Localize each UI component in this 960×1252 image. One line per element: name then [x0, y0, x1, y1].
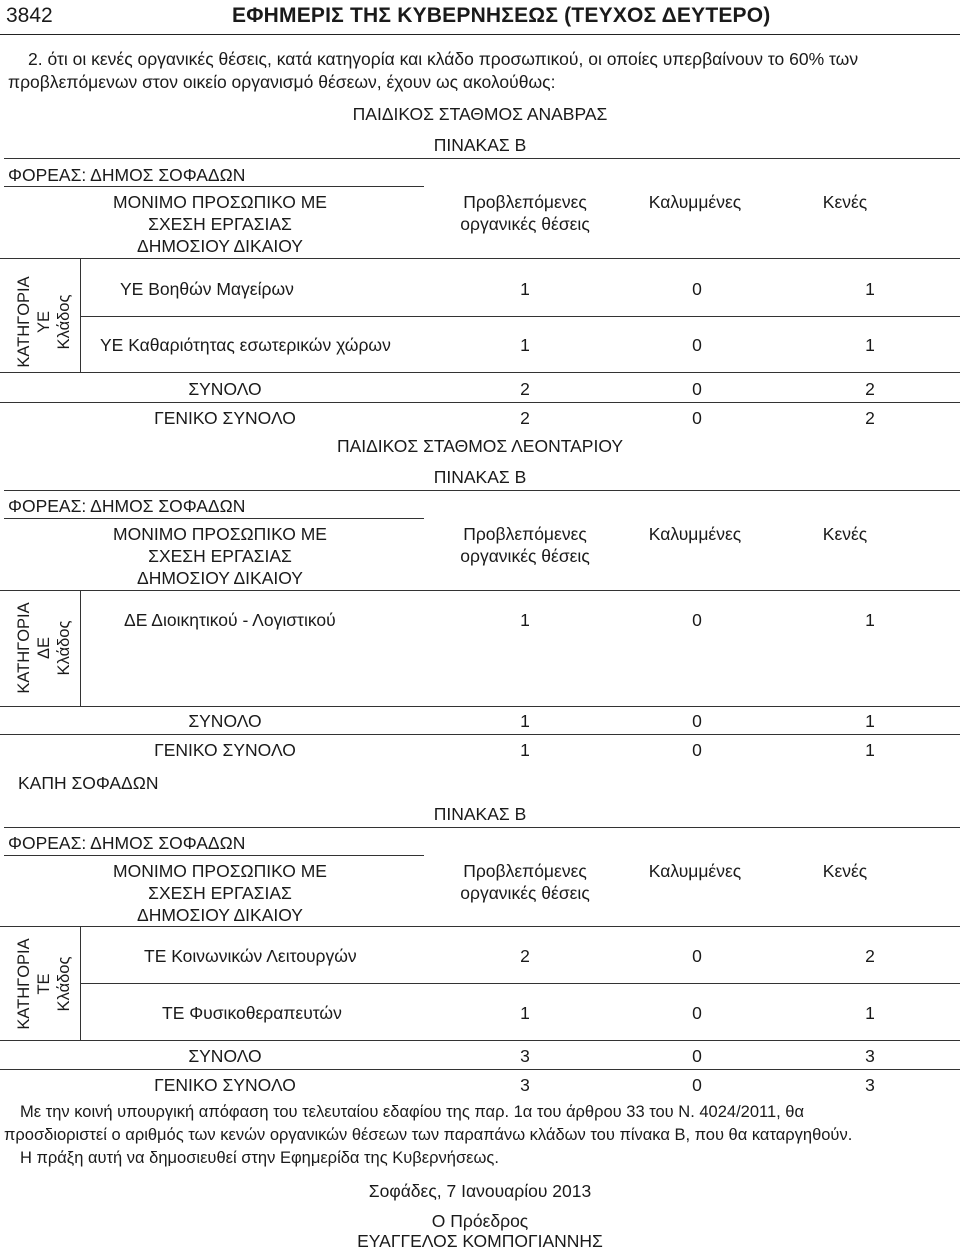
row-filled: 0 — [692, 610, 702, 630]
agency-label: ΦΟΡΕΑΣ: ΔΗΜΟΣ ΣΟΦΑΔΩΝ — [8, 165, 246, 185]
unit-title: ΚΑΠΗ ΣΟΦΑΔΩΝ — [18, 773, 159, 793]
intro-line-2: προβλεπόμενων στον οικείο οργανισμό θέσεων, έχουν ως ακολούθως: — [8, 72, 556, 92]
row-planned: 1 — [520, 335, 530, 355]
divider — [80, 983, 960, 984]
divider — [0, 372, 960, 373]
filled-header: Καλυμμένες — [648, 524, 742, 544]
table-label: ΠΙΝΑΚΑΣ Β — [433, 804, 527, 824]
grand-total-label: ΓΕΝΙΚΟ ΣΥΝΟΛΟ — [154, 408, 296, 428]
row-name: ΤΕ Κοινωνικών Λειτουργών — [144, 946, 357, 966]
table-label: ΠΙΝΑΚΑΣ Β — [433, 467, 527, 487]
total-vacant: 3 — [865, 1046, 875, 1066]
vacant-header: Κενές — [822, 524, 868, 544]
divider — [4, 490, 960, 491]
divider — [0, 590, 960, 591]
row-filled: 0 — [692, 279, 702, 299]
category-separator — [80, 258, 81, 372]
row-vacant: 1 — [865, 335, 875, 355]
total-vacant: 2 — [865, 379, 875, 399]
table-label: ΠΙΝΑΚΑΣ Β — [433, 135, 527, 155]
grand-total-vacant: 1 — [865, 740, 875, 760]
vacant-header: Κενές — [822, 861, 868, 881]
grand-total-filled: 0 — [692, 408, 702, 428]
agency-label: ΦΟΡΕΑΣ: ΔΗΜΟΣ ΣΟΦΑΔΩΝ — [8, 833, 246, 853]
staff-header-line-3: ΔΗΜΟΣΙΟΥ ΔΙΚΑΙΟΥ — [137, 236, 303, 256]
category-separator — [80, 590, 81, 706]
place-date: Σοφάδες, 7 Ιανουαρίου 2013 — [368, 1181, 592, 1201]
row-name: ΥΕ Καθαριότητας εσωτερικών χώρων — [100, 335, 391, 355]
divider — [0, 402, 960, 403]
grand-total-planned: 2 — [520, 408, 530, 428]
total-planned: 1 — [520, 711, 530, 731]
staff-header-line-1: ΜΟΝΙΜΟ ΠΡΟΣΩΠΙΚΟ ΜΕ — [113, 861, 327, 881]
staff-header-line-2: ΣΧΕΣΗ ΕΡΓΑΣΙΑΣ — [148, 546, 292, 566]
category-label: ΚΑΤΗΓΟΡΙΑ ΤΕ Κλάδος — [15, 938, 73, 1030]
divider — [0, 1069, 960, 1070]
filled-header: Καλυμμένες — [648, 192, 742, 212]
row-filled: 0 — [692, 335, 702, 355]
planned-header-line-1: Προβλεπόμενες — [463, 861, 587, 881]
total-label: ΣΥΝΟΛΟ — [188, 711, 262, 731]
total-filled: 0 — [692, 711, 702, 731]
signatory-name: ΕΥΑΓΓΕΛΟΣ ΚΟΜΠΟΓΙΑΝΝΗΣ — [357, 1231, 603, 1251]
header-rule — [0, 34, 960, 35]
planned-header-line-1: Προβλεπόμενες — [463, 192, 587, 212]
vacant-header: Κενές — [822, 192, 868, 212]
staff-header-line-3: ΔΗΜΟΣΙΟΥ ΔΙΚΑΙΟΥ — [137, 568, 303, 588]
row-filled: 0 — [692, 946, 702, 966]
row-vacant: 2 — [865, 946, 875, 966]
row-vacant: 1 — [865, 279, 875, 299]
planned-header-line-1: Προβλεπόμενες — [463, 524, 587, 544]
grand-total-label: ΓΕΝΙΚΟ ΣΥΝΟΛΟ — [154, 740, 296, 760]
divider — [4, 518, 424, 519]
row-vacant: 1 — [865, 610, 875, 630]
divider — [0, 734, 960, 735]
divider — [0, 926, 960, 927]
row-vacant: 1 — [865, 1003, 875, 1023]
grand-total-planned: 3 — [520, 1075, 530, 1095]
row-filled: 0 — [692, 1003, 702, 1023]
grand-total-filled: 0 — [692, 1075, 702, 1095]
total-label: ΣΥΝΟΛΟ — [188, 1046, 262, 1066]
closing-line-2: προσδιοριστεί ο αριθμός των κενών οργανικών θέσεων των παραπάνω κλάδων του πίνακα Β, που θα καταργηθούν. — [4, 1126, 853, 1144]
total-label: ΣΥΝΟΛΟ — [188, 379, 262, 399]
row-planned: 1 — [520, 610, 530, 630]
divider — [0, 706, 960, 707]
category-label: ΚΑΤΗΓΟΡΙΑ ΥΕ Κλάδος — [15, 276, 73, 368]
page-number: 3842 — [6, 4, 53, 27]
unit-title: ΠΑΙΔΙΚΟΣ ΣΤΑΘΜΟΣ ΛΕΟΝΤΑΡΙΟΥ — [336, 436, 624, 456]
grand-total-planned: 1 — [520, 740, 530, 760]
staff-header-line-1: ΜΟΝΙΜΟ ΠΡΟΣΩΠΙΚΟ ΜΕ — [113, 192, 327, 212]
divider — [4, 186, 424, 187]
grand-total-vacant: 2 — [865, 408, 875, 428]
signatory-role: Ο Πρόεδρος — [431, 1211, 529, 1231]
unit-title: ΠΑΙΔΙΚΟΣ ΣΤΑΘΜΟΣ ΑΝΑΒΡΑΣ — [352, 104, 608, 124]
agency-label: ΦΟΡΕΑΣ: ΔΗΜΟΣ ΣΟΦΑΔΩΝ — [8, 496, 246, 516]
planned-header-line-2: οργανικές θέσεις — [460, 546, 590, 566]
total-planned: 3 — [520, 1046, 530, 1066]
planned-header-line-2: οργανικές θέσεις — [460, 883, 590, 903]
row-planned: 2 — [520, 946, 530, 966]
total-planned: 2 — [520, 379, 530, 399]
intro-line-1: 2. ότι οι κενές οργανικές θέσεις, κατά κατηγορία και κλάδο προσωπικού, οι οποίες υπερβαίνουν το 60% των — [28, 49, 859, 69]
divider — [80, 316, 960, 317]
divider — [0, 258, 960, 259]
grand-total-filled: 0 — [692, 740, 702, 760]
staff-header-line-1: ΜΟΝΙΜΟ ΠΡΟΣΩΠΙΚΟ ΜΕ — [113, 524, 327, 544]
total-vacant: 1 — [865, 711, 875, 731]
closing-line-1: Με την κοινή υπουργική απόφαση του τελευταίου εδαφίου της παρ. 1α του άρθρου 33 του Ν. 4024/2011, θα — [20, 1103, 805, 1121]
divider — [4, 855, 424, 856]
planned-header-line-2: οργανικές θέσεις — [460, 214, 590, 234]
row-name: ΥΕ Βοηθών Μαγείρων — [120, 279, 294, 299]
staff-header-line-2: ΣΧΕΣΗ ΕΡΓΑΣΙΑΣ — [148, 214, 292, 234]
total-filled: 0 — [692, 379, 702, 399]
row-name: ΔΕ Διοικητικού - Λογιστικού — [124, 610, 336, 630]
closing-line-3: Η πράξη αυτή να δημοσιευθεί στην Εφημερίδα της Κυβερνήσεως. — [20, 1149, 499, 1167]
divider — [0, 1040, 960, 1041]
staff-header-line-3: ΔΗΜΟΣΙΟΥ ΔΙΚΑΙΟΥ — [137, 905, 303, 925]
staff-header-line-2: ΣΧΕΣΗ ΕΡΓΑΣΙΑΣ — [148, 883, 292, 903]
row-planned: 1 — [520, 279, 530, 299]
divider — [4, 827, 960, 828]
row-name: ΤΕ Φυσικοθεραπευτών — [162, 1003, 342, 1023]
filled-header: Καλυμμένες — [648, 861, 742, 881]
grand-total-label: ΓΕΝΙΚΟ ΣΥΝΟΛΟ — [154, 1075, 296, 1095]
divider — [4, 158, 960, 159]
total-filled: 0 — [692, 1046, 702, 1066]
category-label: ΚΑΤΗΓΟΡΙΑ ΔΕ Κλάδος — [15, 602, 73, 694]
grand-total-vacant: 3 — [865, 1075, 875, 1095]
gazette-title: ΕΦΗΜΕΡΙΣ ΤΗΣ ΚΥΒΕΡΝΗΣΕΩΣ (ΤΕΥΧΟΣ ΔΕΥΤΕΡΟ) — [232, 4, 771, 27]
row-planned: 1 — [520, 1003, 530, 1023]
